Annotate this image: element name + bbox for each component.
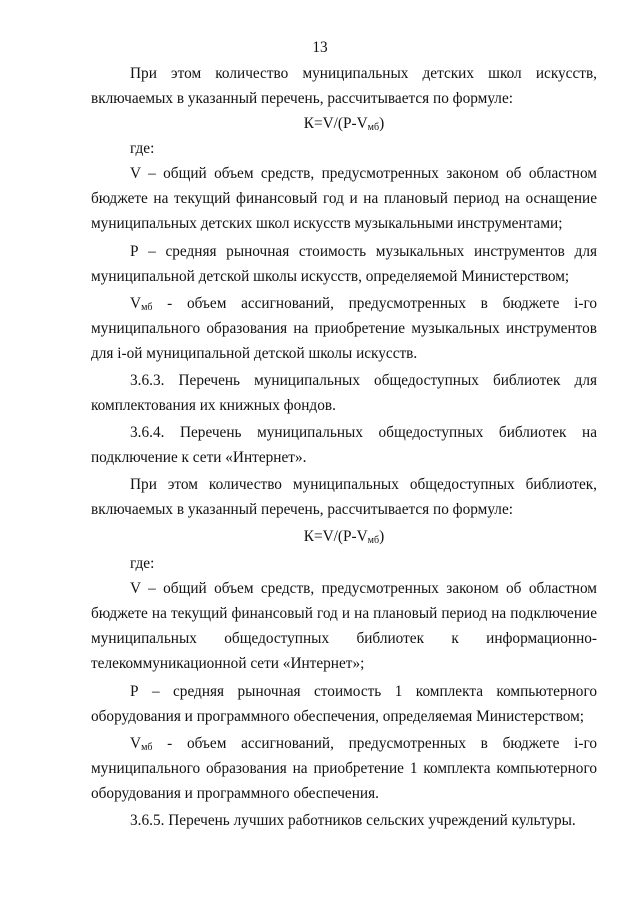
text-line-4: где: [130, 140, 155, 157]
text-line-20: где: [130, 555, 155, 572]
text-line-9: муниципальной детской школы искусств, определяемой Министерством; [91, 268, 570, 285]
text-line-26: оборудования и программного обеспечения, определяемая Министерством; [91, 708, 585, 725]
text-line-6: бюджете на текущий финансовый год и на плановый период на оснащение [91, 190, 597, 207]
text-line-12: для i-ой муниципальной детской школы искусств. [91, 345, 418, 362]
text-line-17: При этом количество муниципальных общедоступных библиотек, [130, 476, 597, 493]
formula-line-3: $К=V/(P-V_{мб})$ [303, 115, 385, 133]
text-line-30: 3.6.5. Перечень лучших работников сельских учреждений культуры. [130, 812, 576, 829]
text-line-2: включаемых в указанный перечень, рассчитывается по формуле: [91, 90, 513, 107]
text-line-23: муниципальных общедоступных библиотек к информационно- [91, 630, 597, 647]
text-line-11: муниципального образования на приобретение музыкальных инструментов [91, 320, 597, 337]
text-line-21: V – общий объем средств, предусмотренных законом об областном [130, 580, 597, 597]
text-line-15: 3.6.4. Перечень муниципальных общедоступных библиотек на [130, 424, 597, 441]
text-line-24: телекоммуникационной сети «Интернет»; [91, 655, 365, 672]
text-line-22: бюджете на текущий финансовый год и на плановый период на подключение [91, 605, 597, 622]
text-line-29: оборудования и программного обеспечения. [91, 785, 379, 802]
text-line-14: комплектования их книжных фондов. [91, 397, 336, 414]
text-line-5: V – общий объем средств, предусмотренных законом об областном [130, 165, 597, 182]
formula-line-19: $К=V/(P-V_{мб})$ [303, 528, 385, 546]
text-line-1: При этом количество муниципальных детских школ искусств, [130, 65, 597, 82]
text-line-25: Р – средняя рыночная стоимость 1 комплекта компьютерного [130, 683, 597, 700]
text-line-18: включаемых в указанный перечень, рассчитывается по формуле: [91, 501, 513, 518]
page-number: 13 [312, 39, 328, 56]
text-line-16: подключение к сети «Интернет». [91, 449, 307, 466]
text-line-27: $V_{мб}$ - объем ассигнований, предусмотренных в бюджете i-го [130, 735, 597, 753]
text-line-13: 3.6.3. Перечень муниципальных общедоступных библиотек для [130, 372, 597, 389]
text-line-10: $V_{мб}$ - объем ассигнований, предусмотренных в бюджете i-го [130, 295, 597, 313]
text-line-28: муниципального образования на приобретение 1 комплекта компьютерного [91, 760, 597, 777]
text-line-7: муниципальных детских школ искусств музыкальными инструментами; [91, 215, 563, 232]
text-line-8: Р – средняя рыночная стоимость музыкальных инструментов для [130, 243, 597, 260]
